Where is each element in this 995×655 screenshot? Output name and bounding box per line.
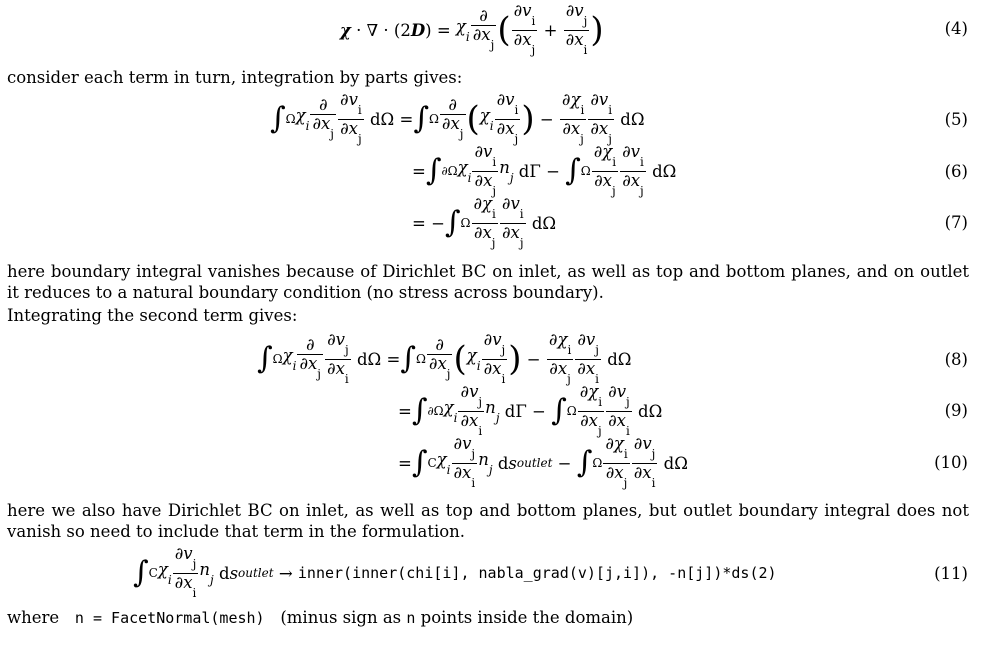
paragraph-5-suffix: points inside the domain) — [420, 608, 634, 627]
equation-number-4: (4) — [944, 19, 968, 38]
paragraph-5 — [7, 608, 633, 627]
equation-10: = ∫ C $\chi_i$ $\frac{\partial v_j}{\partial x_i}$ $n_j$ d s outlet − ∫ Ω $\frac{\partial\chi_i}{\partial x_j}$ $\frac{\partial v_j}{\partial x_i}$ dΩ — [398, 433, 688, 490]
paragraph-1: consider each term in turn, integration by parts gives: — [7, 68, 463, 87]
paragraph-2: here boundary integral vanishes because of Dirichlet BC on inlet, as well as top and bottom planes, and on outlet it reduces to a natural boundary condition (no stress across boundary). — [7, 262, 969, 302]
equation-6: = ∫ ∂Ω $\chi_i$ $\frac{\partial v_i}{\partial x_j}$ $n_j$ dΓ − ∫ Ω $\frac{\partial\chi_i}{\partial x_j}$ $\frac{\partial v_i}{\partial x_j}$ dΩ — [412, 141, 677, 198]
equation-number-9: (9) — [944, 401, 968, 420]
equation-11: ∫ C $\chi_i$ $\frac{\partial v_j}{\partial x_i}$ $n_j$ d s outlet → inner(inner(chi[i], nabla_grad(v)[j,i]), -n[j])*ds(2) — [133, 543, 777, 600]
equation-5: ∫ Ω $\chi_i$ $\frac{\partial}{\partial x_j}$ $\frac{\partial v_i}{\partial x_j}$ dΩ = ∫ Ω $\frac{\partial}{\partial x_j}$ ( $\chi_i$ $\frac{\partial v_i}{\partial x_j}$ ) − $\frac{\partial\chi_i}{\partial x_j}$ $\frac{\partial v_i}{\partial x_j}$ dΩ — [270, 89, 645, 146]
code-snippet: inner(inner(chi[i], nabla_grad(v)[j,i]), -n[j])*ds(2) — [297, 564, 777, 582]
equation-number-6: (6) — [944, 162, 968, 181]
paragraph-5-mid: (minus sign as — [280, 608, 402, 627]
paragraph-4: here we also have Dirichlet BC on inlet, as well as top and bottom planes, but outlet boundary integral does not vanish so need to include that term in the formulation. — [7, 501, 969, 541]
equation-number-5: (5) — [944, 110, 968, 129]
code-facet-normal: n = FacetNormal(mesh) — [74, 609, 265, 627]
code-n: n — [406, 609, 416, 627]
equation-number-11: (11) — [934, 564, 968, 583]
equation-number-7: (7) — [944, 213, 968, 232]
equation-number-10: (10) — [934, 453, 968, 472]
equation-4: χ · ∇ · (2 D ) = $\chi_i$ $\frac{\partial}{\partial x_j}$ ( $\frac{\partial v_i}{\partial x_j}$ + $\frac{\partial v_j}{\partial x_i}$ ) — [340, 0, 604, 57]
equation-9: = ∫ ∂Ω $\chi_i$ $\frac{\partial v_j}{\partial x_i}$ $n_j$ dΓ − ∫ Ω $\frac{\partial\chi_i}{\partial x_j}$ $\frac{\partial v_j}{\partial x_i}$ dΩ — [398, 381, 663, 438]
paragraph-3: Integrating the second term gives: — [7, 306, 298, 325]
equation-7: = − ∫ Ω $\frac{\partial\chi_i}{\partial x_j}$ $\frac{\partial v_i}{\partial x_j}$ dΩ — [412, 193, 557, 250]
equation-8: ∫ Ω $\chi_i$ $\frac{\partial}{\partial x_j}$ $\frac{\partial v_j}{\partial x_i}$ dΩ = ∫ Ω $\frac{\partial}{\partial x_j}$ ( $\chi_i$ $\frac{\partial v_j}{\partial x_i}$ ) − $\frac{\partial\chi_i}{\partial x_j}$ $\frac{\partial v_j}{\partial x_i}$ dΩ — [257, 329, 632, 386]
paragraph-5-prefix: where — [7, 608, 60, 627]
equation-number-8: (8) — [944, 350, 968, 369]
